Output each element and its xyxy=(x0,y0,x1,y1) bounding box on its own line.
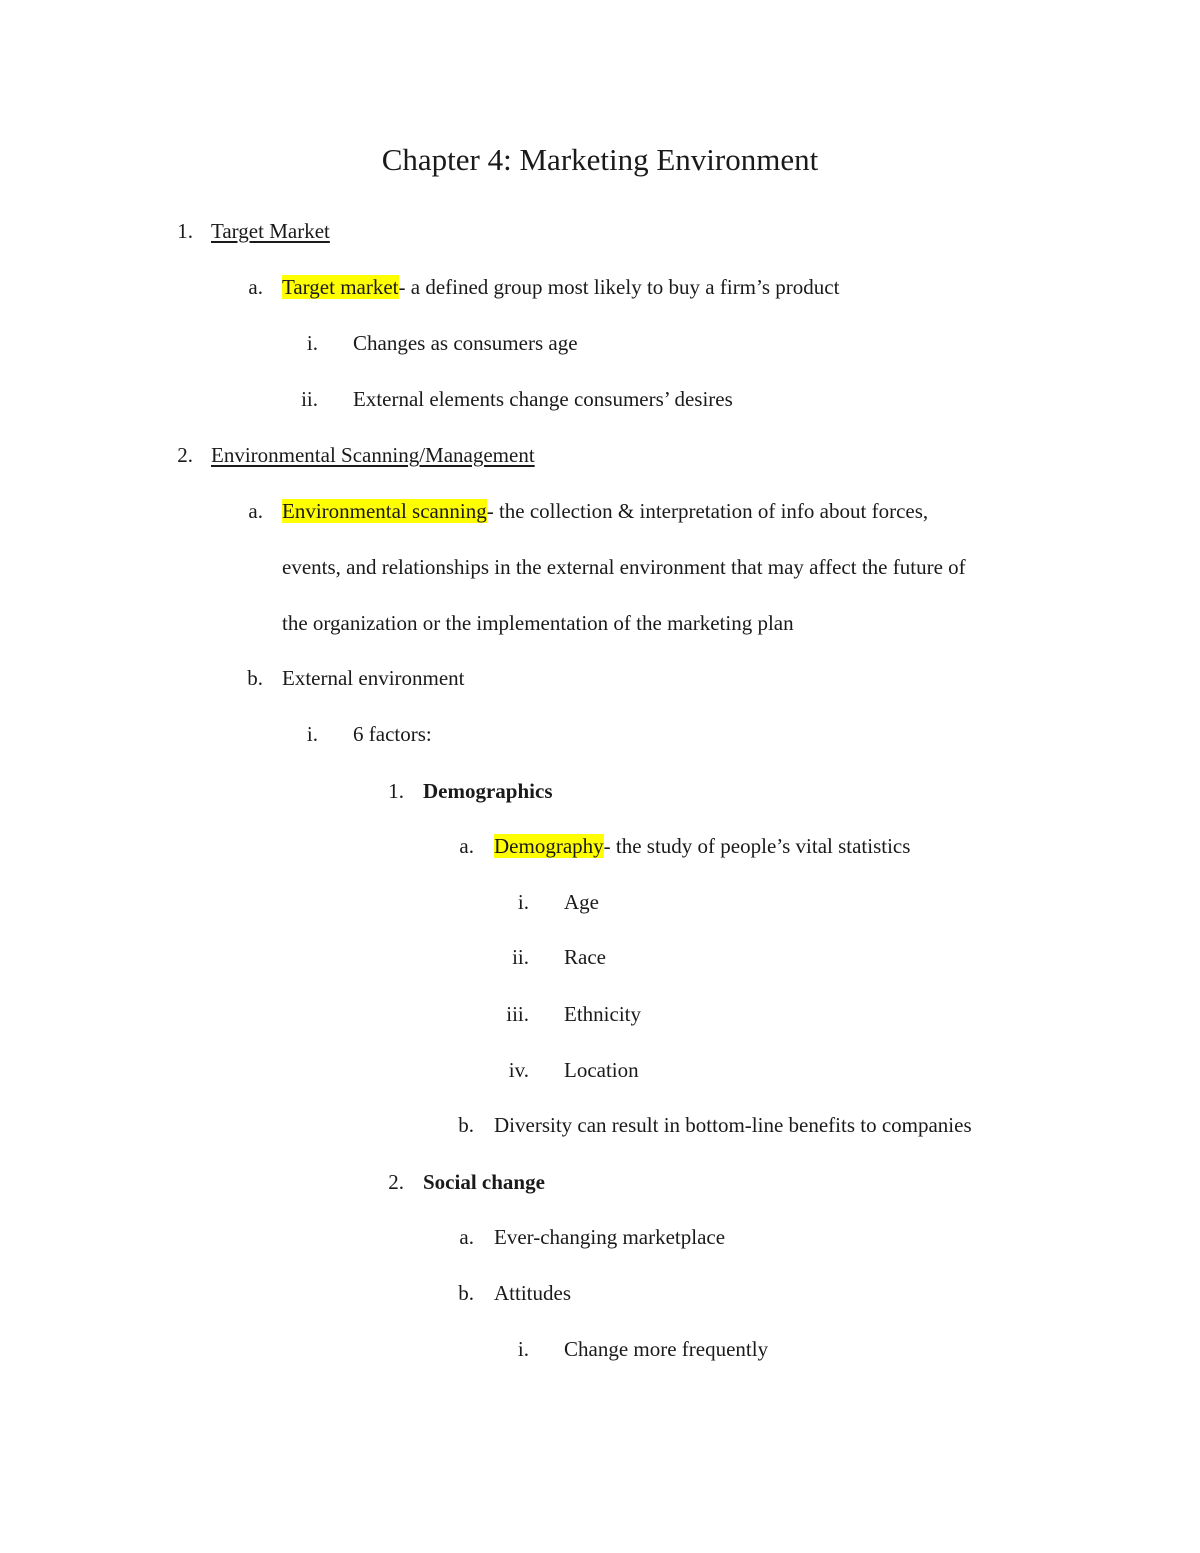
item-text xyxy=(564,943,606,971)
list-marker: a. xyxy=(459,1225,474,1249)
item-text xyxy=(564,1335,768,1363)
item-text xyxy=(282,664,465,692)
item-text xyxy=(564,1056,639,1084)
item-text xyxy=(564,888,599,916)
highlighted-term: Target market xyxy=(282,275,399,299)
item-text xyxy=(423,1168,545,1196)
item-text xyxy=(282,609,794,637)
bold-heading: Social change xyxy=(423,1170,545,1194)
item-text xyxy=(282,497,928,525)
item-text xyxy=(423,777,553,805)
text-segment: External elements change consumers’ desires xyxy=(353,387,733,411)
item-text xyxy=(282,273,839,301)
item-text xyxy=(211,217,330,245)
underlined-heading: Environmental Scanning/Management xyxy=(211,443,535,467)
text-segment: Location xyxy=(564,1058,639,1082)
list-marker: iv. xyxy=(508,1058,529,1082)
list-marker: a. xyxy=(248,275,263,299)
list-marker: b. xyxy=(247,666,263,690)
item-text xyxy=(494,1279,571,1307)
text-segment: the organization or the implementation of the marketing plan xyxy=(282,611,794,635)
list-marker: b. xyxy=(458,1281,474,1305)
text-segment: - the study of people’s vital statistics xyxy=(603,834,911,858)
text-segment: Ethnicity xyxy=(564,1002,641,1026)
text-segment: External environment xyxy=(282,666,465,690)
item-text xyxy=(353,720,432,748)
bold-heading: Demographics xyxy=(423,779,553,803)
page-title: Chapter 4: Marketing Environment xyxy=(381,142,819,177)
item-text xyxy=(353,385,733,413)
list-marker: i. xyxy=(306,722,318,746)
list-marker: i. xyxy=(306,331,318,355)
list-marker: b. xyxy=(458,1113,474,1137)
list-marker: i. xyxy=(517,890,529,914)
list-marker: ii. xyxy=(512,945,529,969)
text-segment: 6 factors: xyxy=(353,722,432,746)
item-text xyxy=(282,553,966,581)
text-segment: Diversity can result in bottom-line benefits to companies xyxy=(494,1113,972,1137)
text-segment: - a defined group most likely to buy a firm’s product xyxy=(398,275,840,299)
list-marker: i. xyxy=(517,1337,529,1361)
text-segment: Ever-changing marketplace xyxy=(494,1225,726,1249)
list-marker: a. xyxy=(248,499,263,523)
item-text xyxy=(353,329,578,357)
text-segment: Changes as consumers age xyxy=(353,331,578,355)
list-marker: 1. xyxy=(388,779,404,803)
underlined-heading: Target Market xyxy=(211,219,330,243)
list-marker: 2. xyxy=(388,1170,404,1194)
text-segment: Age xyxy=(564,890,599,914)
list-marker: 2. xyxy=(177,443,193,467)
item-text xyxy=(211,441,535,469)
list-marker: iii. xyxy=(506,1002,529,1026)
highlighted-term: Demography xyxy=(494,834,604,858)
text-segment: Race xyxy=(564,945,606,969)
highlighted-term: Environmental scanning xyxy=(282,499,487,523)
list-marker: 1. xyxy=(177,219,193,243)
item-text xyxy=(564,1000,641,1028)
text-segment: Attitudes xyxy=(494,1281,571,1305)
item-text xyxy=(494,832,910,860)
list-marker: ii. xyxy=(301,387,318,411)
list-marker: a. xyxy=(459,834,474,858)
text-segment: Change more frequently xyxy=(564,1337,769,1361)
item-text xyxy=(494,1111,972,1139)
text-segment: events, and relationships in the external environment that may affect the future of xyxy=(282,555,966,579)
item-text xyxy=(494,1223,725,1251)
text-segment: - the collection & interpretation of info about forces, xyxy=(486,499,929,523)
